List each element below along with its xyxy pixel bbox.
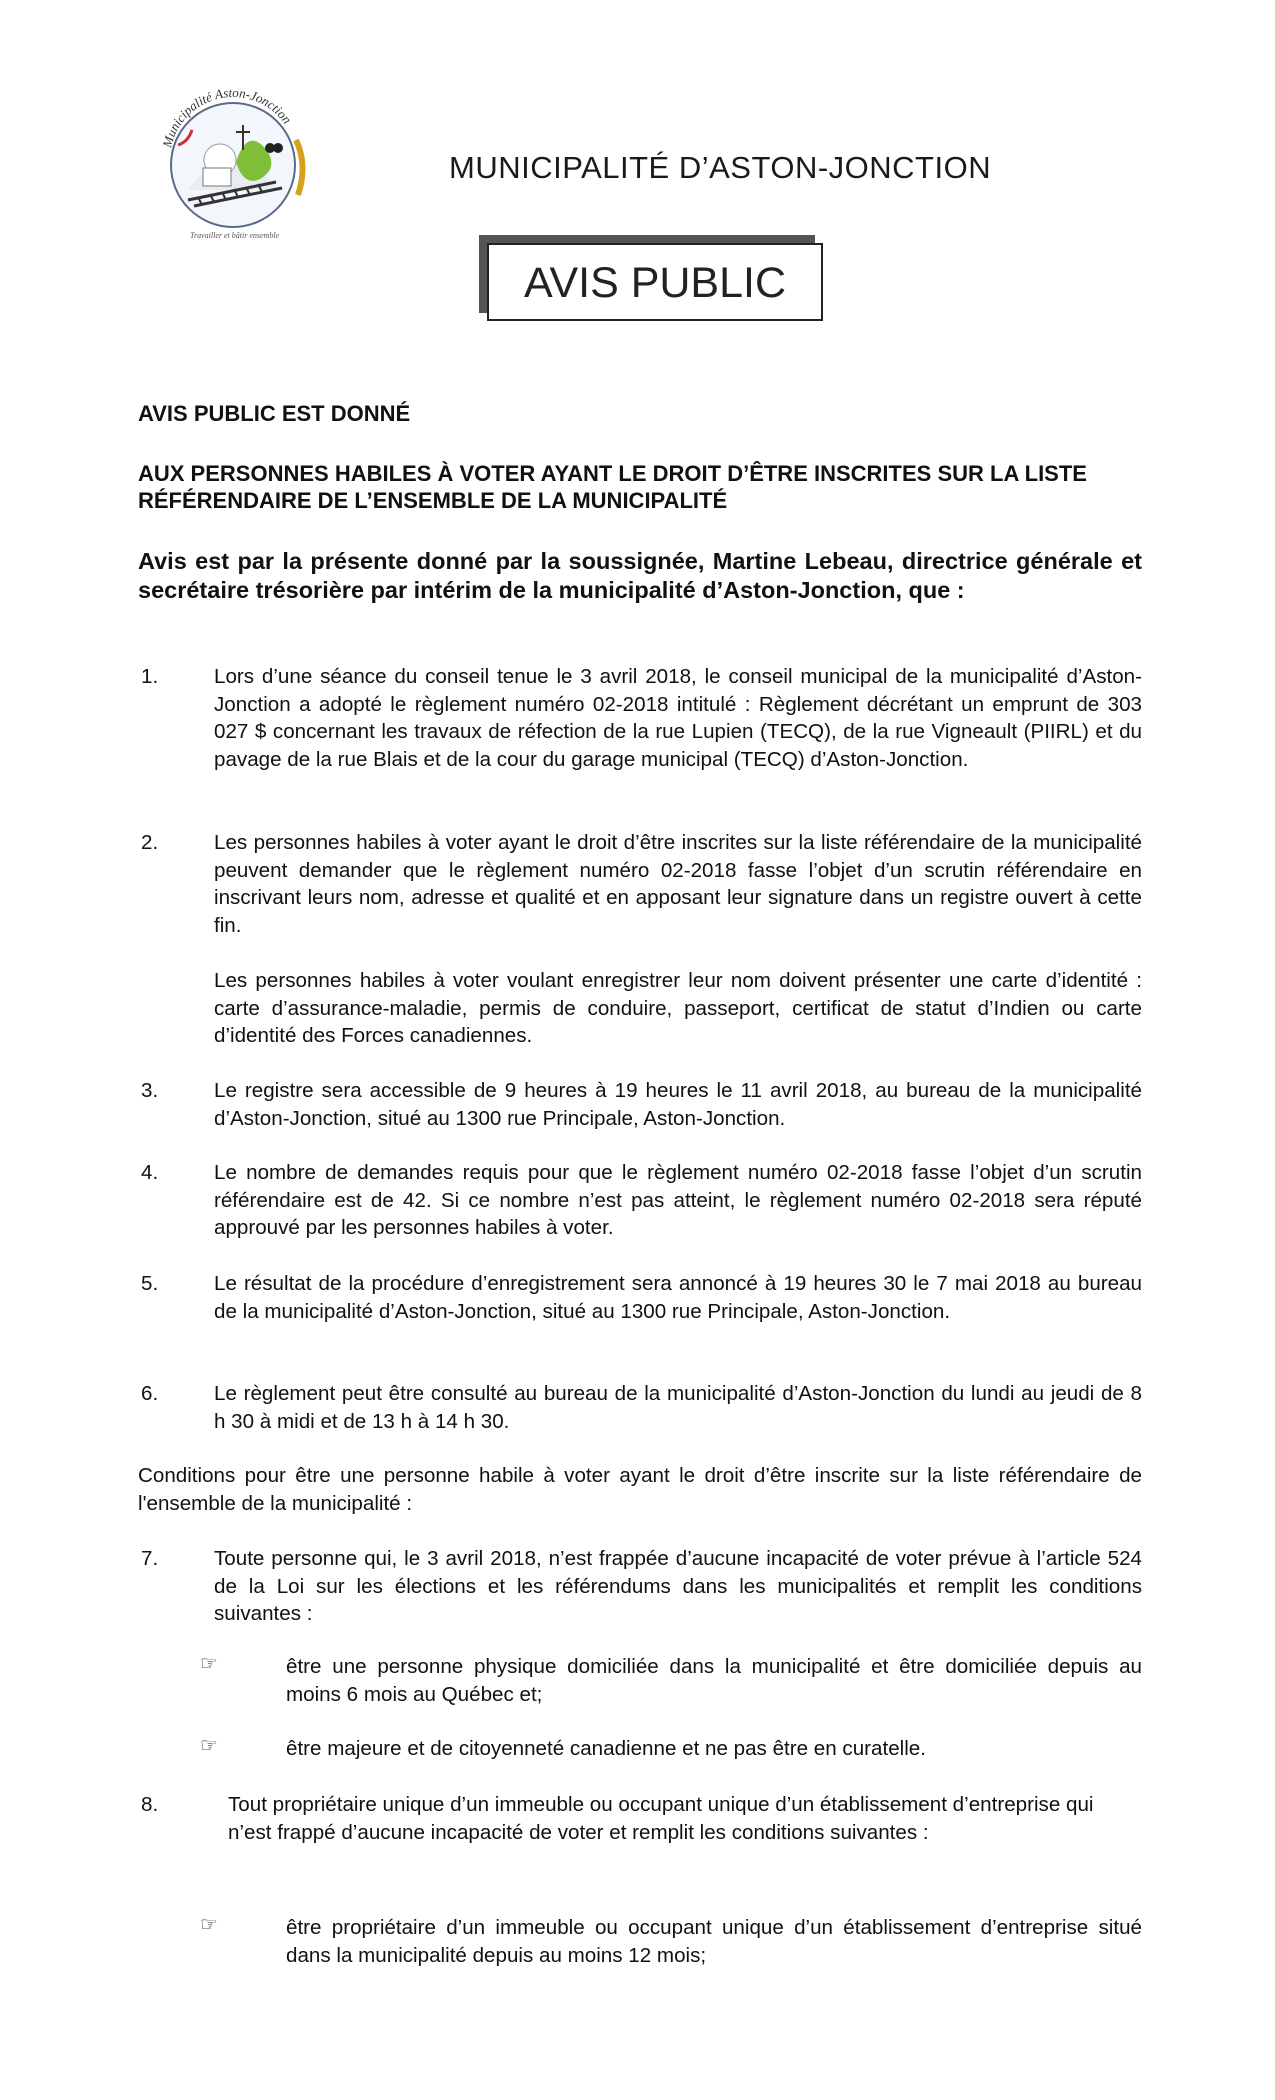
municipality-title: MUNICIPALITÉ D’ASTON-JONCTION [449,150,992,185]
pointing-hand-icon: ☞ [200,1735,218,1757]
item-text: Toute personne qui, le 3 avril 2018, n’est frappée d’aucune incapacité de voter prévue à l’article 524 de la Loi sur les élections et les référendums dans les municipalités et remplit les conditions suivantes : [214,1547,1142,1625]
logo-arc-text: Municipalité Aston-Jonction [159,84,295,150]
item-text: Le nombre de demandes requis pour que le règlement numéro 02-2018 fasse l’objet d’un scrutin référendaire est de 42. Si ce nombre n’est pas atteint, le règlement numéro 02-2018 sera réputé approuvé par les personnes habiles à voter. [214,1161,1142,1239]
item-number: 7. [141,1547,159,1570]
item-number: 5. [141,1272,159,1295]
item-number: 6. [141,1382,159,1405]
conditions-intro: Conditions pour être une personne habile à voter ayant le droit d’être inscrite sur la liste référendaire de l'ensemble de la municipalité : [138,1464,1142,1515]
item-number: 1. [141,665,159,688]
item-text: Lors d’une séance du conseil tenue le 3 avril 2018, le conseil municipal de la municipalité d’Aston-Jonction a adopté le règlement numéro 02-2018 intitulé : Règlement décrétant un emprunt de 303 027 $ concernant les travaux de réfection de la rue Lupien (TECQ), de la rue Vigneault (PIIRL) et du pavage de la rue Blais et de la cour du garage municipal (TECQ) d’Aston-Jonction. [214,665,1142,771]
pointing-hand-icon: ☞ [200,1653,218,1675]
intro-paragraph: Avis est par la présente donné par la soussignée, Martine Lebeau, directrice générale et secrétaire trésorière par intérim de la municipalité d’Aston-Jonction, que : [138,548,1142,603]
item-text: Les personnes habiles à voter ayant le droit d’être inscrites sur la liste référendaire de la municipalité peuvent demander que le règlement numéro 02-2018 fasse l’objet d’un scrutin référendaire en inscrivant leurs nom, adresse et qualité et en apposant leur signature dans un registre ouvert à cette fin. [214,831,1142,937]
item-text: Tout propriétaire unique d’un immeuble ou occupant unique d’un établissement d’entreprise qui n’est frappé d’aucune incapacité de voter et remplit les conditions suivantes : [228,1793,1094,1844]
bullet-text: être propriétaire d’un immeuble ou occupant unique d’un établissement d’entreprise situé dans la municipalité depuis au moins 12 mois; [286,1916,1142,1967]
item-number: 3. [141,1079,159,1102]
avis-public-label: AVIS PUBLIC [523,259,787,307]
item-text: Le registre sera accessible de 9 heures à 19 heures le 11 avril 2018, au bureau de la municipalité d’Aston-Jonction, situé au 1300 rue Principale, Aston-Jonction. [214,1079,1142,1130]
avis-public-box [487,243,823,321]
item-number: 2. [141,831,159,854]
item-text: Le résultat de la procédure d’enregistrement sera annoncé à 19 heures 30 le 7 mai 2018 au bureau de la municipalité d’Aston-Jonction, situé au 1300 rue Principale, Aston-Jonction. [214,1272,1142,1323]
item-number: 8. [141,1793,159,1816]
heading-audience: AUX PERSONNES HABILES À VOTER AYANT LE DROIT D’ÊTRE INSCRITES SUR LA LISTE RÉFÉRENDAIRE DE L’ENSEMBLE DE LA MUNICIPALITÉ [138,461,1087,513]
item-number: 4. [141,1161,159,1184]
municipality-logo-icon [148,70,318,250]
bullet-text: être une personne physique domiciliée dans la municipalité et être domiciliée depuis au moins 6 mois au Québec et; [286,1655,1142,1706]
heading-given: AVIS PUBLIC EST DONNÉ [138,401,411,426]
pointing-hand-icon: ☞ [200,1914,218,1936]
bullet-text: être majeure et de citoyenneté canadienne et ne pas être en curatelle. [286,1737,926,1760]
identity-paragraph: Les personnes habiles à voter voulant enregistrer leur nom doivent présenter une carte d’identité : carte d’assurance-maladie, permis de conduire, passeport, certificat de statut d’Indien ou carte d’identité des Forces canadiennes. [214,969,1142,1047]
item-text: Le règlement peut être consulté au bureau de la municipalité d’Aston-Jonction du lundi au jeudi de 8 h 30 à midi et de 13 h à 14 h 30. [214,1382,1142,1433]
logo-motto: Travailler et bâtir ensemble [190,231,280,240]
